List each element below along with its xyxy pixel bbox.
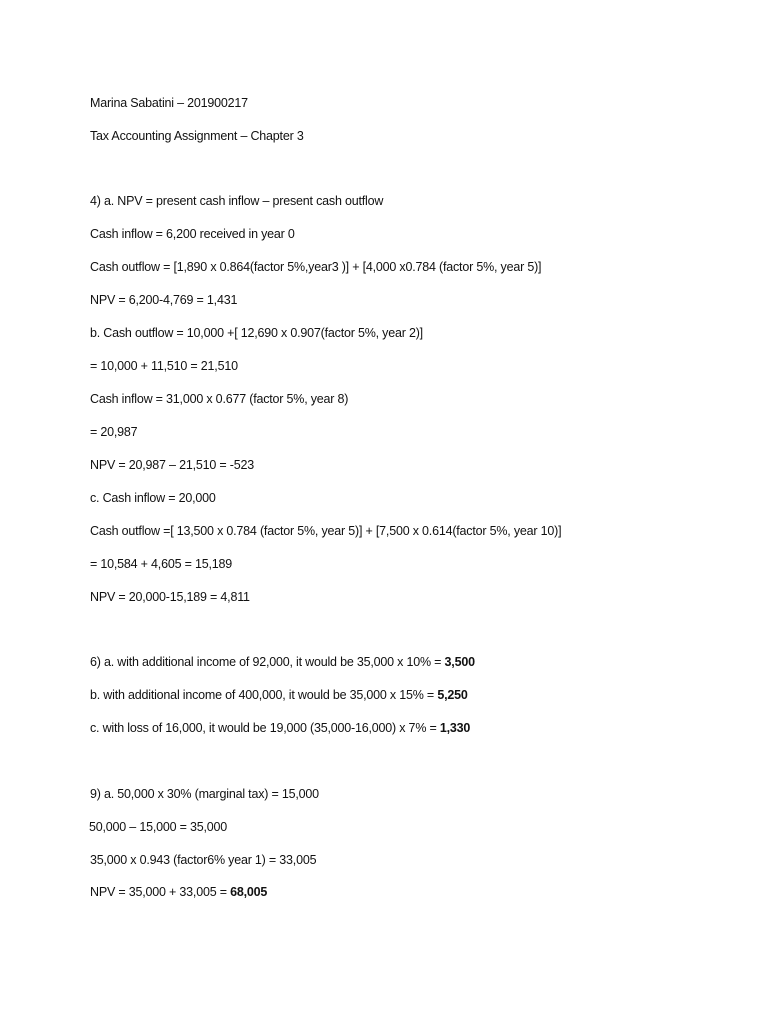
q4-a-npv: NPV = 6,200-4,769 = 1,431 [90,293,238,307]
q6-a-line [90,654,475,670]
q9-a-line: 9) a. 50,000 x 30% (marginal tax) = 15,000 [90,787,319,801]
q9-a-step3: 35,000 x 0.943 (factor6% year 1) = 33,005 [90,853,317,867]
q6-b-text: b. with additional income of 400,000, it would be 35,000 x 15% = [90,688,438,702]
q4-b-npv: NPV = 20,987 – 21,510 = -523 [90,458,254,472]
author-line: Marina Sabatini – 201900217 [90,96,248,110]
q4-c-cash-outflow-total: = 10,584 + 4,605 = 15,189 [90,557,233,571]
q4-c-cash-inflow: c. Cash inflow = 20,000 [90,491,216,505]
assignment-title: Tax Accounting Assignment – Chapter 3 [90,129,304,143]
q9-a-npv-line [90,884,267,900]
q9-a-step2: 50,000 – 15,000 = 35,000 [89,820,228,834]
q4-c-npv: NPV = 20,000-15,189 = 4,811 [90,590,250,604]
q9-a-npv-answer: 68,005 [230,885,268,899]
q6-c-text: c. with loss of 16,000, it would be 19,000 (35,000-16,000) x 7% = [90,721,440,735]
q4-b-cash-outflow: b. Cash outflow = 10,000 +[ 12,690 x 0.907(factor 5%, year 2)] [90,326,423,340]
q4-b-cash-outflow-total: = 10,000 + 11,510 = 21,510 [90,359,238,373]
q6-a-answer: 3,500 [444,655,475,669]
q6-b-answer: 5,250 [437,688,468,702]
q4-a-cash-inflow: Cash inflow = 6,200 received in year 0 [90,227,295,241]
q4-b-cash-inflow-total: = 20,987 [90,425,138,439]
q4-a-formula: 4) a. NPV = present cash inflow – present cash outflow [90,194,384,208]
q9-a-npv-text: NPV = 35,000 + 33,005 = [90,885,231,899]
q4-a-cash-outflow: Cash outflow = [1,890 x 0.864(factor 5%,year3 )] + [4,000 x0.784 (factor 5%, year 5)] [90,260,542,274]
q6-c-answer: 1,330 [439,721,471,735]
q4-c-cash-outflow: Cash outflow =[ 13,500 x 0.784 (factor 5%, year 5)] + [7,500 x 0.614(factor 5%, year 10)] [90,524,562,538]
q4-b-cash-inflow: Cash inflow = 31,000 x 0.677 (factor 5%, year 8) [90,392,349,406]
q6-a-text: 6) a. with additional income of 92,000, it would be 35,000 x 10% = [90,655,445,669]
q6-b-line [90,687,468,703]
q6-c-line [90,720,470,736]
